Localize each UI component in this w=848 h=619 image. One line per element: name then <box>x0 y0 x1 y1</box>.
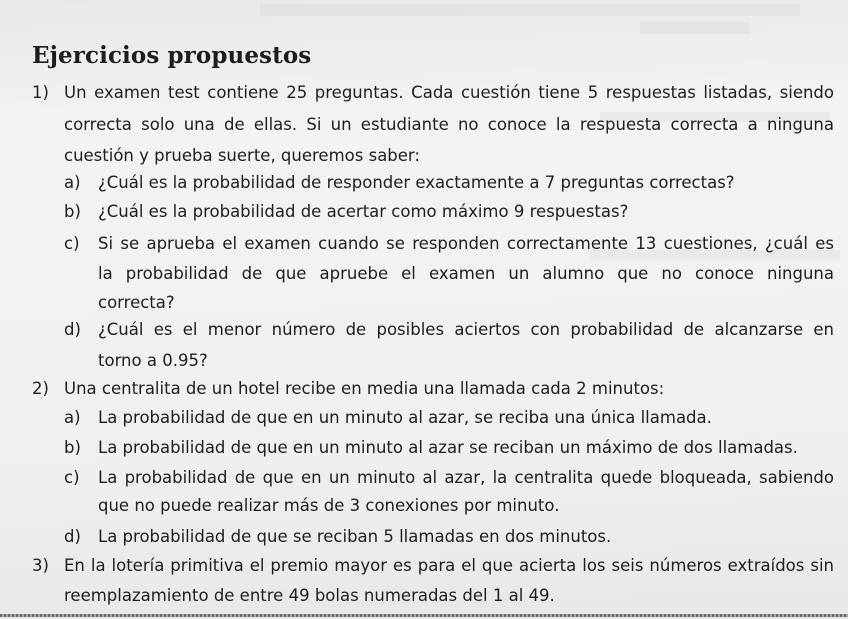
exercise-text-line: correcta solo una de ellas. Si un estudiante no conoce la respuesta correcta a ninguna <box>64 115 834 134</box>
exercise-text-line: reemplazamiento de entre 49 bolas numeradas del 1 al 49. <box>64 586 555 605</box>
exercise-number: 2) <box>32 379 49 398</box>
item-text-line: correcta? <box>98 293 175 312</box>
item-text-line: que no puede realizar más de 3 conexiones por minuto. <box>98 496 560 515</box>
exercise-text-line: cuestión y prueba suerte, queremos saber: <box>64 146 420 165</box>
item-text-line: La probabilidad de que en un minuto al azar se reciban un máximo de dos llamadas. <box>98 438 798 457</box>
section-title: Ejercicios propuestos <box>32 42 312 69</box>
item-letter: a) <box>64 173 81 192</box>
item-text-line: La probabilidad de que en un minuto al azar, se reciba una única llamada. <box>98 408 712 427</box>
item-letter: d) <box>64 320 81 339</box>
item-text-line: La probabilidad de que en un minuto al azar, la centralita quede bloqueada, sabiendo <box>98 468 834 487</box>
item-text-line: ¿Cuál es el menor número de posibles aciertos con probabilidad de alcanzarse en <box>98 320 834 339</box>
exercise-number: 3) <box>32 556 49 575</box>
item-text-line: la probabilidad de que apruebe el examen un alumno que no conoce ninguna <box>98 264 834 283</box>
bleed-through-shadow <box>640 22 750 34</box>
item-text-line: ¿Cuál es la probabilidad de responder exactamente a 7 preguntas correctas? <box>98 173 735 192</box>
page-bottom-rule <box>0 614 848 617</box>
item-letter: c) <box>64 234 80 253</box>
item-letter: a) <box>64 408 81 427</box>
item-letter: b) <box>64 438 81 457</box>
exercise-text-line: En la lotería primitiva el premio mayor es para el que acierta los seis números extraídos sin <box>64 556 834 575</box>
bleed-through-shadow <box>260 4 800 16</box>
item-text-line: ¿Cuál es la probabilidad de acertar como máximo 9 respuestas? <box>98 202 629 221</box>
item-text-line: La probabilidad de que se reciban 5 llamadas en dos minutos. <box>98 527 612 546</box>
exercise-number: 1) <box>32 83 49 102</box>
item-letter: c) <box>64 468 80 487</box>
exercise-text-line: Una centralita de un hotel recibe en media una llamada cada 2 minutos: <box>64 379 665 398</box>
item-letter: d) <box>64 527 81 546</box>
exercise-text-line: Un examen test contiene 25 preguntas. Cada cuestión tiene 5 respuestas listadas, siendo <box>64 83 834 102</box>
item-text-line: Si se aprueba el examen cuando se responden correctamente 13 cuestiones, ¿cuál es <box>98 234 834 253</box>
item-text-line: torno a 0.95? <box>98 351 208 370</box>
item-letter: b) <box>64 202 81 221</box>
